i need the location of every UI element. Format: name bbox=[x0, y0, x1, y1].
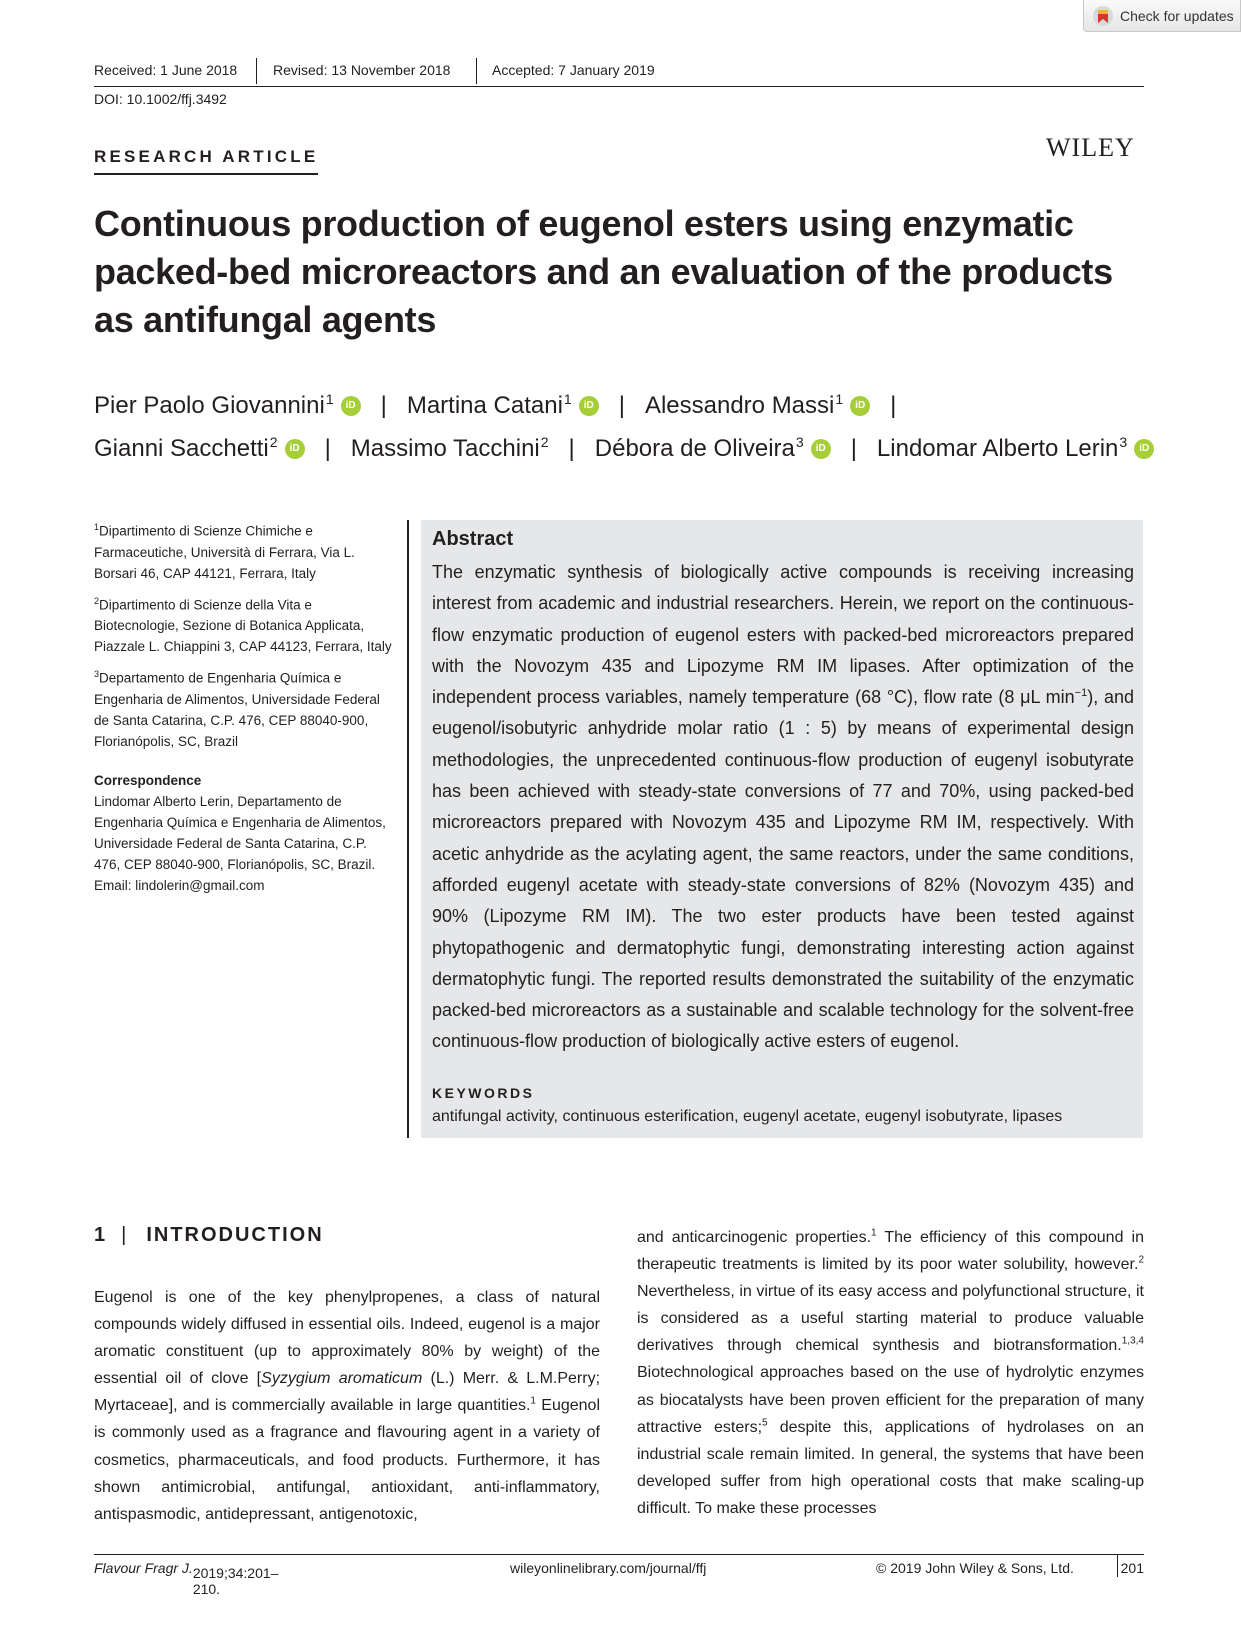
keywords-heading: KEYWORDS bbox=[432, 1085, 535, 1101]
affiliations-column bbox=[94, 517, 394, 896]
orcid-icon[interactable]: iD bbox=[1134, 439, 1154, 459]
publisher-logo: WILEY bbox=[1046, 133, 1135, 162]
footer-copyright: © 2019 John Wiley & Sons, Ltd. bbox=[876, 1560, 1074, 1576]
correspondence-heading: Correspondence bbox=[94, 772, 202, 788]
orcid-icon[interactable]: iD bbox=[341, 396, 361, 416]
orcid-icon[interactable]: iD bbox=[850, 396, 870, 416]
citation-ref: 1 bbox=[871, 1227, 877, 1239]
author-line-1 bbox=[94, 392, 916, 420]
orcid-icon[interactable]: iD bbox=[285, 439, 305, 459]
correspondence-address: Lindomar Alberto Lerin, Departamento de Engenharia Química e Engenharia de Alimentos, Universidade Federal de Santa Catarina, C.P. 476, CEP 88040-900, Florianópolis, SC, Brazil. bbox=[94, 793, 386, 872]
author-divider: | bbox=[568, 435, 575, 462]
revised-date: Revised: 13 November 2018 bbox=[273, 62, 451, 78]
doi[interactable]: DOI: 10.1002/ffj.3492 bbox=[94, 91, 227, 107]
orcid-icon[interactable]: iD bbox=[811, 439, 831, 459]
citation-ref: 2 bbox=[1138, 1254, 1144, 1266]
section-title: INTRODUCTION bbox=[146, 1224, 324, 1246]
author[interactable]: Massimo Tacchini $^2$ bbox=[350, 434, 549, 462]
citation-ref: 1,3,4 bbox=[1121, 1336, 1144, 1348]
article-title: Continuous production of eugenol esters using enzymatic packed-bed microreactors and an evaluation of the products as antifungal agents bbox=[94, 203, 1113, 340]
author[interactable]: Pier Paolo Giovannini $^1$ bbox=[94, 391, 334, 419]
check-for-updates-badge[interactable] bbox=[1083, 0, 1241, 32]
intro-paragraph-right: and anticarcinogenic properties.$^1$ The efficiency of this compound in therapeutic treatments is limited by its poor water solubility, however.$^2$ Nevertheless, in virtue of its easy access and polyfunctional structure, it is considered as a useful starting material to produce valuable derivatives through chemical synthesis and biotransformation.$^{1,3,4}$ Biotechnological approaches based on the use of hydrolytic enzymes as biocatalysts have been proven efficient for the preparation of many attractive esters;$^5$ despite this, applications of hydrolases on an industrial scale remain limited. In general, the systems that have been developed suffer from high operational costs that make scaling-up difficult. To make these processes bbox=[637, 1227, 1144, 1517]
check-for-updates-label: Check for updates bbox=[1120, 7, 1234, 24]
page-footer bbox=[94, 1554, 1144, 1597]
author-divider: | bbox=[324, 435, 331, 462]
abstract-text: The enzymatic synthesis of biologically active compounds is receiving increasing interest from academic and industrial researchers. Herein, we report on the continuous-flow enzymatic production of eugenol esters with packed-bed microreactors prepared with the Novozym 435 and Lipozyme RM IM lipases. After optimization of the independent process variables, namely temperature (68 °C), flow rate (8 μL $\min^{-1}$), and eugenol/isobutyric anhydride molar ratio (1 : 5) by means of experimental design methodologies, the unprecedented continuous-flow production of eugenyl isobutyrate has been achieved with steady-state conversions of 77 and 70%, using packed-bed microreactors prepared with Novozym 435 and Lipozyme RM IM, respectively. With acetic anhydride as the acylating agent, the same reactors, under the same conditions, afforded eugenyl acetate with steady-state conversions of 82% (Novozym 435) and 90% (Lipozyme RM IM). The two ester products have been tested against phytopathogenic and dermatophytic fungi, demonstrating interesting action against dermatophytic fungi. The reported results demonstrated the suitability of the enzymatic packed-bed microreactors as a sustainable and scalable technology for the solvent-free continuous-flow production of biologically active esters of eugenol. bbox=[432, 562, 1134, 1052]
author-line-2 bbox=[94, 435, 1154, 463]
abstract-heading: Abstract bbox=[432, 528, 514, 550]
check-for-updates-icon bbox=[1092, 5, 1114, 27]
citation-ref: 5 bbox=[762, 1417, 768, 1429]
affiliation: $^3$Departamento de Engenharia Química e Engenharia de Alimentos, Universidade Federal de Santa Catarina, C.P. 476, CEP 88040-900, Florianópolis, SC, Brazil bbox=[94, 669, 380, 749]
accepted-date: Accepted: 7 January 2019 bbox=[492, 62, 655, 78]
abstract-rule bbox=[407, 520, 409, 1138]
author-divider: | bbox=[380, 392, 387, 419]
author[interactable]: Débora de Oliveira $^3$ bbox=[594, 434, 804, 462]
article-history bbox=[94, 56, 1144, 87]
section-divider: | bbox=[121, 1224, 129, 1246]
section-heading-introduction bbox=[94, 1224, 324, 1247]
author[interactable]: Gianni Sacchetti $^2$ bbox=[94, 434, 278, 462]
footer-url[interactable]: wileyonlinelibrary.com/journal/ffj bbox=[510, 1560, 707, 1576]
orcid-icon[interactable]: iD bbox=[579, 396, 599, 416]
page-number: 201 bbox=[1120, 1560, 1144, 1576]
section-number: 1 bbox=[94, 1224, 108, 1246]
author[interactable]: Alessandro Massi $^1$ bbox=[644, 391, 844, 419]
keywords-list: antifungal activity, continuous esterification, eugenyl acetate, eugenyl isobutyrate, lipases bbox=[432, 1108, 1063, 1125]
intro-paragraph-left: Eugenol is one of the key phenylpropenes, a class of natural compounds widely diffused in essential oils. Indeed, eugenol is a major aromatic constituent (up to approximately 80% by weight) of the essential oil of clove [Syzygium aromaticum (L.) Merr. & L.M.Perry; Myrtaceae], and is commercially available in large quantities.$^1$ Eugenol is commonly used as a fragrance and flavouring agent in a variety of cosmetics, pharmaceuticals, and food products. Furthermore, it has shown antimicrobial, antifungal, antioxidant, anti-inflammatory, antispasmodic, antidepressant, antigenotoxic, bbox=[94, 1289, 601, 1523]
received-date: Received: 1 June 2018 bbox=[94, 62, 238, 78]
author-divider: | bbox=[850, 435, 857, 462]
author[interactable]: Martina Catani $^1$ bbox=[406, 391, 572, 419]
divider bbox=[476, 58, 477, 84]
affiliation: $^2$Dipartimento di Scienze della Vita e Biotecnologie, Sezione di Botanica Applicata, Piazzale L. Chiappini 3, CAP 44123, Ferrara, Italy bbox=[94, 595, 392, 654]
author[interactable]: Lindomar Alberto Lerin $^3$ bbox=[876, 434, 1128, 462]
author-divider: | bbox=[618, 392, 625, 419]
divider bbox=[256, 58, 257, 84]
author-divider: | bbox=[890, 392, 897, 419]
affiliation: $^1$Dipartimento di Scienze Chimiche e Farmaceutiche, Università di Ferrara, Via L. Borsari 46, CAP 44121, Ferrara, Italy bbox=[94, 522, 355, 581]
correspondence-email[interactable]: Email: lindolerin@gmail.com bbox=[94, 877, 265, 893]
article-type: RESEARCH ARTICLE bbox=[94, 147, 318, 175]
citation-ref: 1 bbox=[530, 1396, 536, 1408]
footer-citation: Flavour Fragr J. 2019;34:201–210. bbox=[94, 1560, 279, 1597]
